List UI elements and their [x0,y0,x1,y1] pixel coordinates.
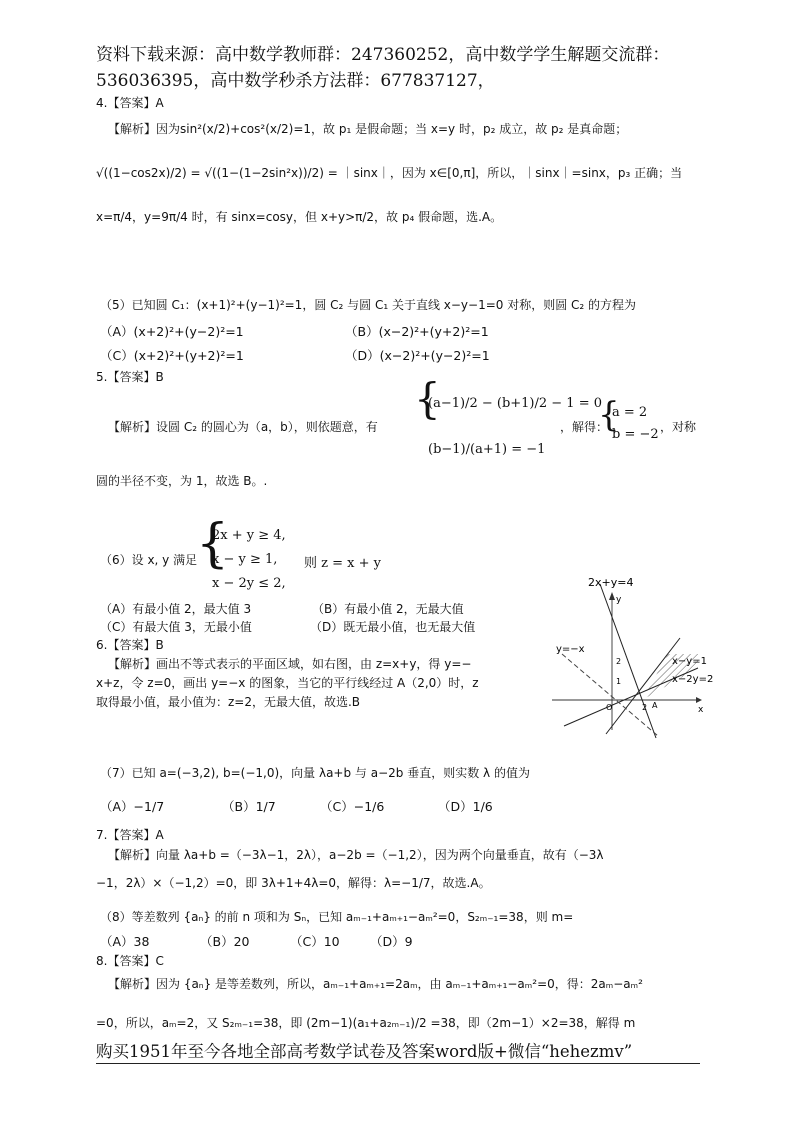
q5-symmetry-word: ，对称 [660,420,697,434]
q5-option-a: （A）(x+2)²+(y−2)²=1 [100,324,244,339]
q5-solution-lead: 【解析】设圆 C₂ 的圆心为（a，b），则依题意，有 [108,420,378,434]
q5-option-b: （B）(x−2)²+(y+2)²=1 [345,324,489,339]
q6-solution-line-2: x+z，令 z=0，画出 y=−x 的图象，当它的平行线经过 A（2,0）时，z [96,676,479,690]
footer-text: 购买1951年至今各地全部高考数学试卷及答案word版+微信“hehezmv” [96,1042,633,1061]
brace-left-3: { [196,514,230,574]
label-origin: O [606,703,613,712]
x-axis-arrow [696,697,702,703]
q7-option-a: （A）−1/7 [100,799,165,814]
q5-system-eq-2: (b−1)/(a+1) = −1 [428,442,546,457]
q6-option-b: （B）有最小值 2，无最大值 [312,602,464,616]
q4-answer: 4.【答案】A [96,96,164,110]
q6-option-a: （A）有最小值 2，最大值 3 [100,602,252,616]
label-x-minus-2y: x−2y=2 [672,674,714,685]
label-x-minus-y: x−y=1 [672,656,707,667]
tick-label-y-1: 1 [616,677,622,686]
q5-option-d: （D）(x−2)²+(y−2)²=1 [345,348,490,363]
q5-result-a: a = 2 [612,405,648,420]
q6-tail: 则 z = x + y [304,556,381,571]
q4-solution-line-1: 【解析】因为sin²(x/2)+cos²(x/2)=1，故 p₁ 是假命题；当 x=y 时，p₂ 成立，故 p₂ 是真命题； [108,122,628,136]
q5-solution-line-2: 圆的半径不变，为 1，故选 B。. [96,474,268,488]
q4-solution-line-2: √((1−cos2x)/2) = √((1−(1−2sin²x))/2) = ｜sinx｜，因为 x∈[0,π]，所以，｜sinx｜=sinx，p₃ 正确；当 [96,166,683,180]
q5-solve-word: ，解得： [560,420,609,434]
tick-label-y-2: 2 [616,657,622,666]
line-y-neg-x [562,654,658,736]
q6-option-c: （C）有最大值 3，无最小值 [100,620,252,634]
q7-option-c: （C）−1/6 [320,799,385,814]
q5-answer: 5.【答案】B [96,370,164,384]
q8-solution-line-1: 【解析】因为 {aₙ} 是等差数列，所以，aₘ₋₁+aₘ₊₁=2aₘ，由 aₘ₋₁+aₘ₊₁−aₘ²=0，得：2aₘ−aₘ² [108,977,643,991]
q4-solution-line-3: x=π/4，y=9π/4 时，有 sinx=cosy，但 x+y>π/2，故 p₄ 假命题，选.A。 [96,210,503,224]
footer-rule [96,1063,700,1064]
q8-option-c: （C）10 [290,934,340,949]
label-x-axis: x [698,705,704,715]
q6-answer: 6.【答案】B [96,638,164,652]
tick-label-x-2: 2 [642,703,648,712]
q6-lead: （6）设 x, y 满足 [100,553,198,567]
header-line-1: 资料下载来源：高中数学教师群：247360252，高中数学学生解题交流群： [96,45,670,65]
q6-constraint-1: 2x + y ≥ 4, [212,528,286,543]
q8-option-a: （A）38 [100,934,150,949]
label-point-a: A [652,701,658,710]
brace-left-1: { [414,374,441,423]
q8-stem: （8）等差数列 {aₙ} 的前 n 项和为 Sₙ，已知 aₘ₋₁+aₘ₊₁−aₘ²=0，S₂ₘ₋₁=38，则 m= [100,910,574,924]
q6-constraint-2: x − y ≥ 1, [212,552,278,567]
brace-left-2: { [598,395,620,435]
q6-option-d: （D）既无最小值，也无最大值 [310,620,476,634]
line-x-minus-y [606,638,680,734]
line-2x-plus-y [600,584,656,738]
q8-option-b: （B）20 [200,934,250,949]
q5-system-eq-1: (a−1)/2 − (b+1)/2 − 1 = 0 [428,396,603,411]
feasible-region-figure [548,570,714,740]
q6-constraint-3: x − 2y ≤ 2, [212,576,286,591]
label-2x-plus-y: 2x+y=4 [588,576,634,589]
q7-option-d: （D）1/6 [438,799,493,814]
q8-answer: 8.【答案】C [96,954,164,968]
q7-solution-line-2: −1，2λ）×（−1,2）=0，即 3λ+1+4λ=0，解得：λ=−1/7，故选.A。 [96,876,491,890]
q5-result-b: b = −2 [612,427,659,442]
header-line-2: 536036395，高中数学秒杀方法群：677837127， [96,71,495,91]
q7-answer: 7.【答案】A [96,828,164,842]
label-y-axis: y [616,595,622,605]
q5-stem: （5）已知圆 C₁：(x+1)²+(y−1)²=1，圆 C₂ 与圆 C₁ 关于直线 x−y−1=0 对称，则圆 C₂ 的方程为 [100,298,637,312]
q6-solution-line-3: 取得最小值，最小值为：z=2，无最大值，故选.B [96,695,361,709]
y-axis-arrow [609,592,615,600]
q5-option-c: （C）(x+2)²+(y+2)²=1 [100,348,244,363]
q7-solution-line-1: 【解析】向量 λa+b =（−3λ−1，2λ），a−2b =（−1,2），因为两个向量垂直，故有（−3λ [108,848,604,862]
q8-option-d: （D）9 [370,934,413,949]
q6-solution-line-1: 【解析】画出不等式表示的平面区域，如右图，由 z=x+y，得 y=− [108,657,472,671]
q7-stem: （7）已知 a=(−3,2), b=(−1,0)，向量 λa+b 与 a−2b 垂直，则实数 λ 的值为 [100,766,530,780]
q8-solution-line-2: =0，所以，aₘ=2，又 S₂ₘ₋₁=38，即 (2m−1)(a₁+a₂ₘ₋₁)/2 =38，即（2m−1）×2=38，解得 m [96,1016,636,1030]
q7-option-b: （B）1/7 [222,799,276,814]
label-y-neg-x: y=−x [556,644,585,655]
